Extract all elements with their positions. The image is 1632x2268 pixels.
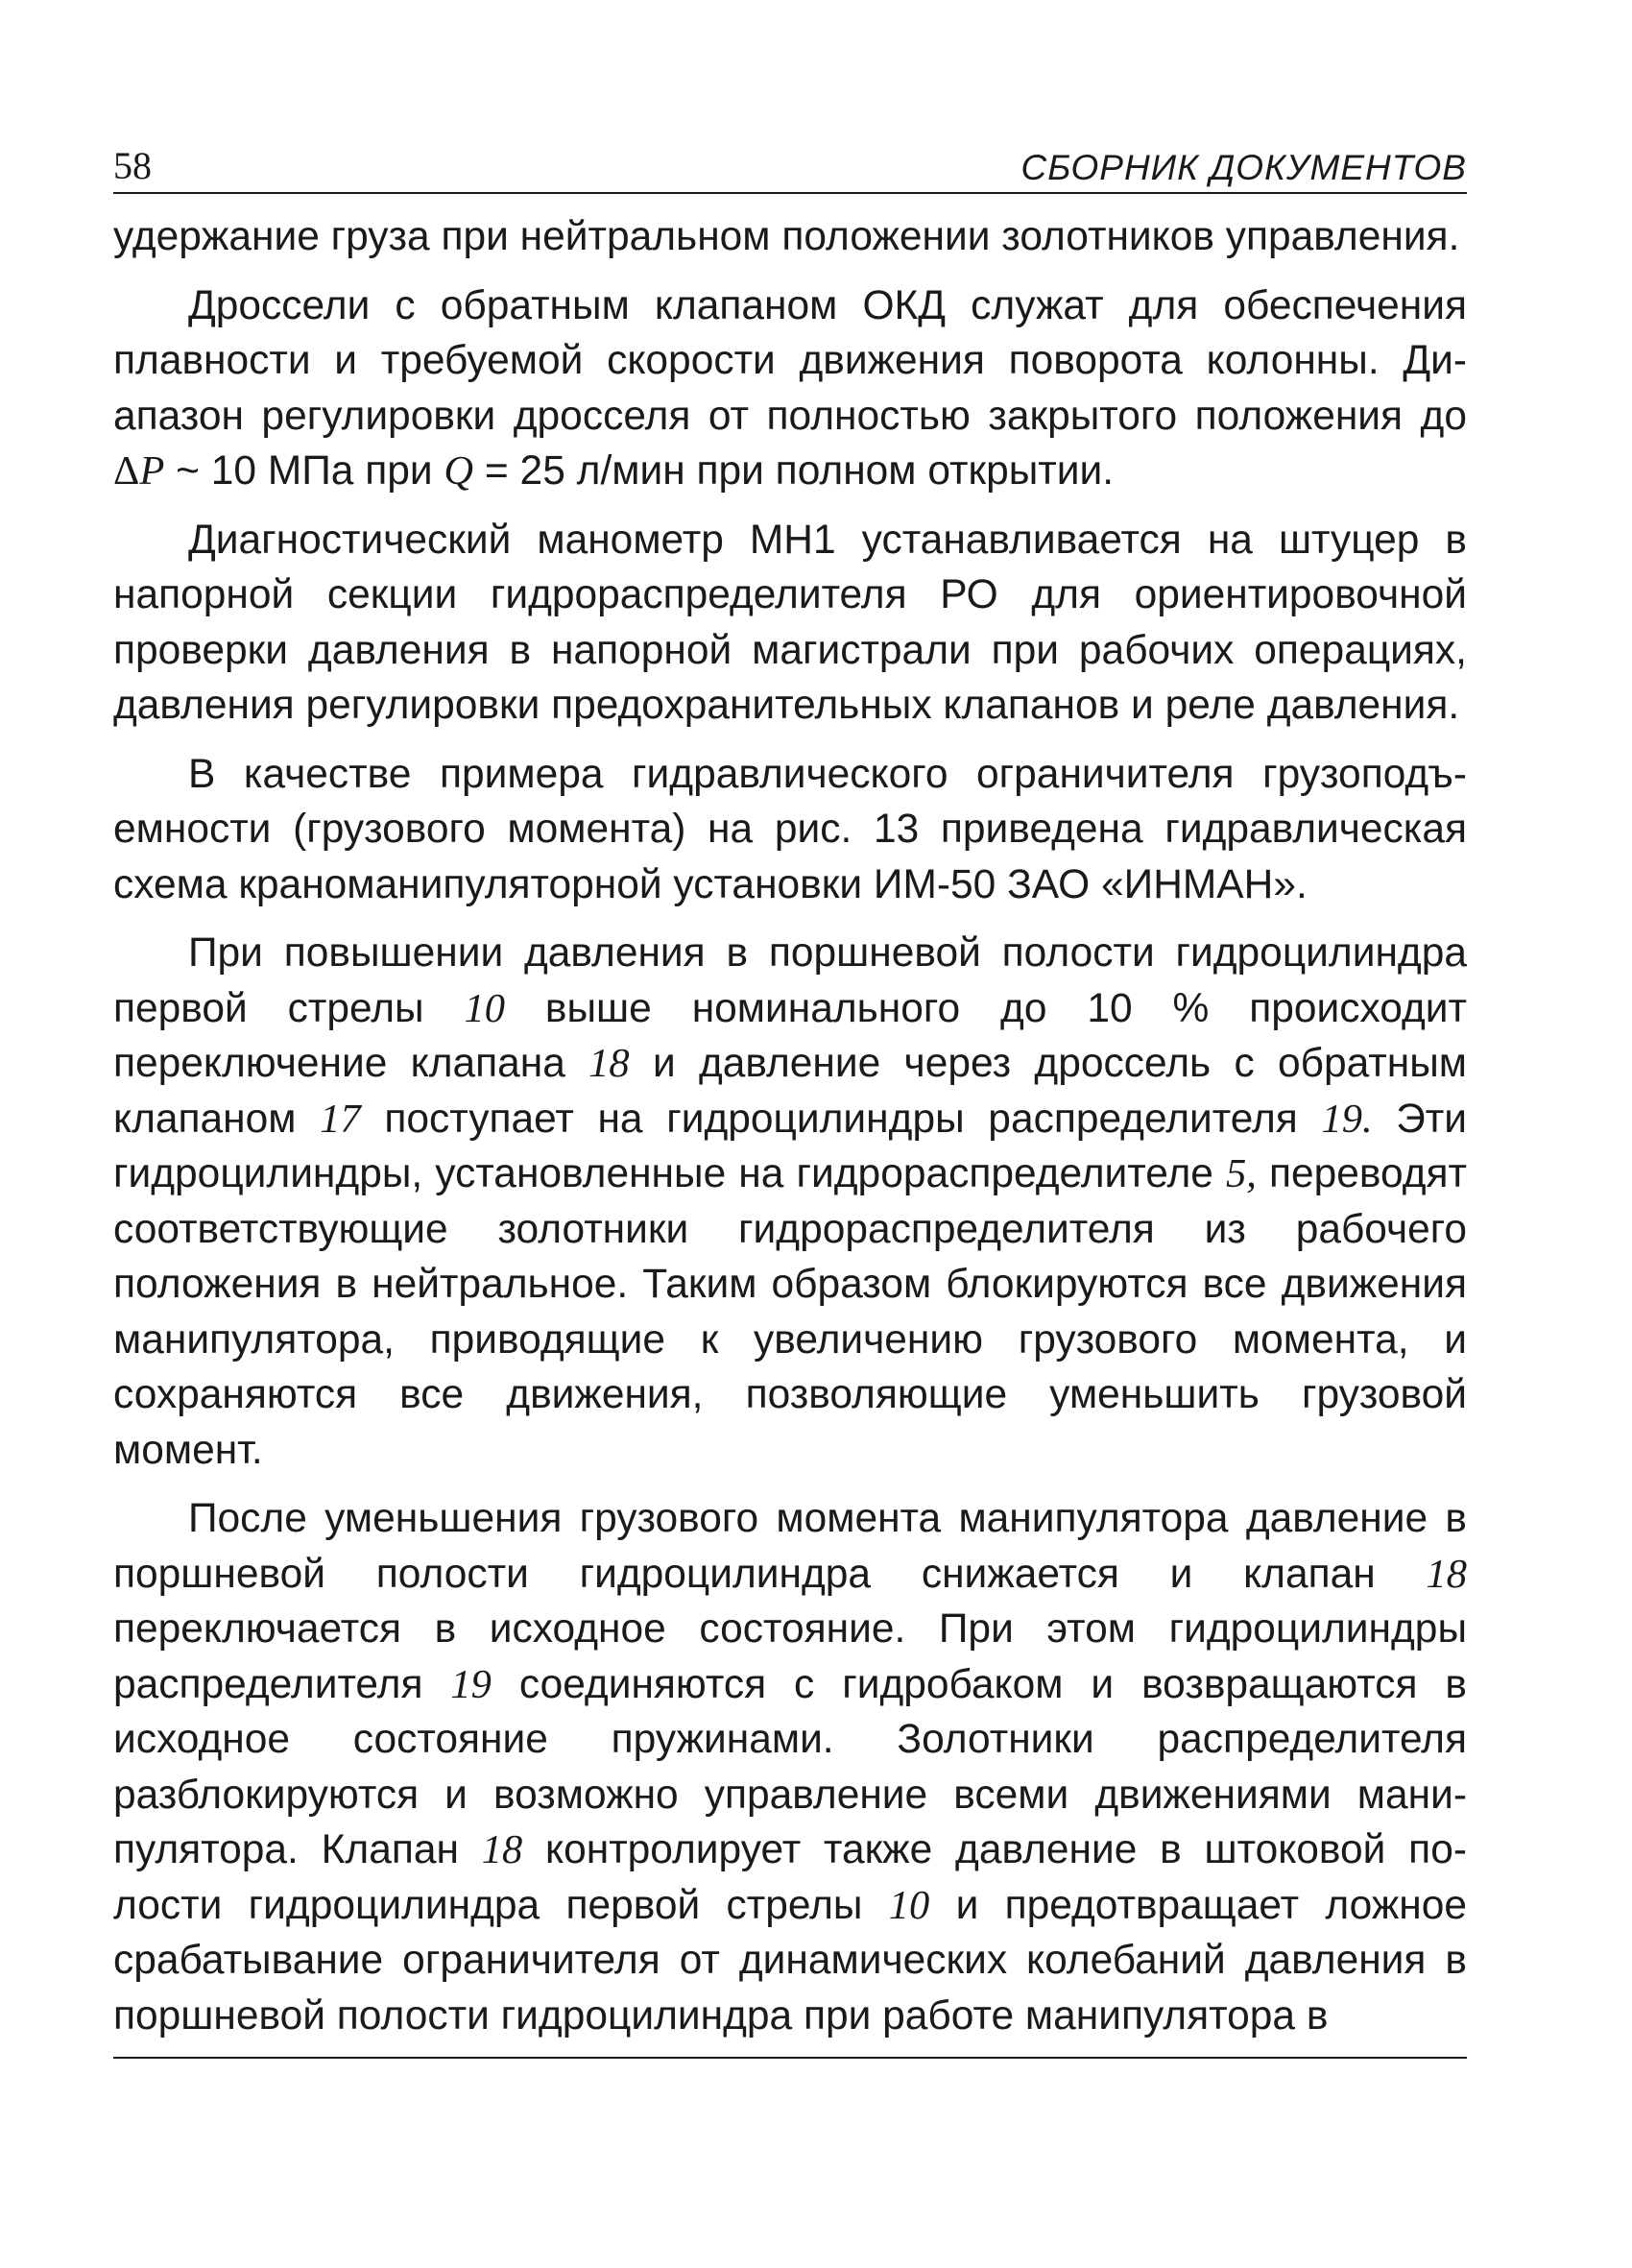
paragraph-text: и предотвращает ложное срабатывание ограничителя от динамических колебаний давления в поршневой полости гидроцилиндра при работе манипулятора в <box>113 1882 1467 2039</box>
reference-number: 18 <box>588 1041 630 1086</box>
reference-number: 19. <box>1321 1096 1373 1142</box>
paragraph-text: поступает на гидроцилиндры распределителя <box>360 1096 1322 1142</box>
delta-symbol: Δ <box>113 448 140 494</box>
bottom-rule <box>113 2057 1467 2059</box>
paragraph-1 <box>113 209 1467 265</box>
paragraph-text: Диагностический манометр МН1 устанавливается на штуцер в напорной секции гидрораспределителя РО для ориентировочной проверки давления в напорной магистрали при рабочих операциях, давления регулировки предохранительных клапанов и реле давления. <box>113 517 1467 728</box>
paragraph-text: соединяются с гидробаком и возвращаются в исходное состояние пружинами. Золотники распределителя разблокируются и возможно управление всеми движениями манипулятора. Клапан <box>113 1661 1467 1872</box>
paragraph-5 <box>113 926 1467 1478</box>
reference-number: 19 <box>450 1661 492 1707</box>
paragraph-2 <box>113 278 1467 499</box>
paragraph-text: Дроссели с обратным клапаном ОКД служат для обеспечения плавности и требуемой скорости движения поворота колонны. Диапазон регулировки дросселя от полностью закрытого положения до <box>113 282 1467 439</box>
reference-number: 17 <box>320 1096 361 1142</box>
document-page <box>113 134 1467 2059</box>
reference-number: 5, <box>1226 1151 1257 1196</box>
paragraph-text: При повышении давления в поршневой полости гидроцилиндра первой стрелы <box>113 930 1467 1031</box>
section-title: СБОРНИК ДОКУМЕНТОВ <box>1020 148 1467 187</box>
paragraph-text: ~ 10 МПа при <box>164 448 444 494</box>
paragraph-text: удержание груза при нейтральном положении золотников управления. <box>113 214 1460 259</box>
paragraph-text: Эти гидроцилиндры, установленные на гидрораспределителе <box>113 1096 1468 1196</box>
paragraph-text: = 25 л/мин при полном открытии. <box>473 448 1115 494</box>
flow-symbol: Q <box>444 448 474 494</box>
pressure-symbol: P <box>139 448 165 494</box>
page-number: 58 <box>113 144 152 187</box>
paragraph-text: контролирует также давление в штоковой полости гидроцилиндра первой стрелы <box>113 1827 1467 1928</box>
paragraph-text: переводят соответствующие золотники гидрораспределителя из рабочего положения в нейтральное. Таким образом блокируются все движения манипулятора, приводящие к увеличению грузового момента, и сохраняются все движения, позволяющие уменьшить грузовой момент. <box>113 1151 1467 1473</box>
paragraph-text: переключается в исходное состояние. При этом гидроцилиндры распределителя <box>113 1606 1467 1707</box>
running-header <box>113 134 1467 194</box>
paragraph-4 <box>113 747 1467 913</box>
body-text <box>113 209 1467 2043</box>
paragraph-text: В качестве примера гидравлического ограничителя грузоподъемности (грузового момента) на рис. 13 приведена гидравлическая схема краноманипуляторной установки ИМ-50 ЗАО «ИНМАН». <box>113 751 1467 907</box>
paragraph-3 <box>113 513 1467 734</box>
paragraph-text: После уменьшения грузового момента манипулятора давление в поршневой полости гидроцилиндра снижается и клапан <box>113 1496 1467 1597</box>
reference-number: 10 <box>464 985 506 1031</box>
paragraph-text: выше номинального до 10 % происходит переключение клапана <box>113 985 1467 1086</box>
paragraph-6 <box>113 1491 1467 2043</box>
paragraph-text: и давление через дроссель с обратным клапаном <box>113 1041 1467 1142</box>
reference-number: 18 <box>481 1827 523 1872</box>
reference-number: 10 <box>888 1882 930 1928</box>
reference-number: 18 <box>1426 1551 1467 1597</box>
